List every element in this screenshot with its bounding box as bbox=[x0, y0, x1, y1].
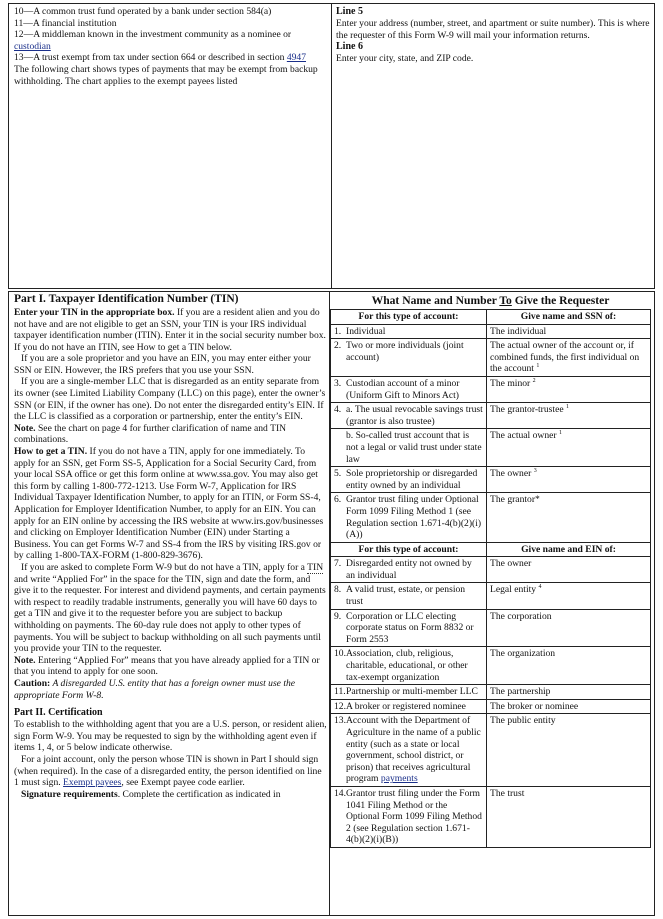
give-name-cell: The owner bbox=[487, 557, 651, 583]
ein-header-row bbox=[331, 542, 651, 557]
part1-note1: Note. See the chart on page 4 for further clarification of name and TIN combinations. bbox=[14, 422, 287, 446]
table-row bbox=[331, 429, 651, 467]
ein-rows bbox=[331, 557, 651, 848]
account-type-cell: 13. Account with the Department of Agriculture in the name of a public entity (such as a state or local government, school district, or prison) that receives agricultural program payments bbox=[331, 714, 487, 787]
ein-header-give: Give name and EIN of: bbox=[487, 542, 651, 557]
account-type-cell: 14. Grantor trust filing under the Form 1041 Filing Method or the Optional Form 1099 Filing Method 2 (see Regulation section 1.671-4(b)(2)(i)(B)) bbox=[331, 786, 487, 847]
ssn-header-row bbox=[331, 310, 651, 325]
give-name-cell: The minor $^2$ bbox=[487, 376, 651, 402]
custodian-link[interactable]: custodian bbox=[14, 40, 51, 52]
account-type-cell: 1. Individual bbox=[331, 324, 487, 339]
part1-p3: If you are a single-member LLC that is disregarded as an entity separate from its owner (see Limited Liability Company (LLC) on this page), enter the owner’s SSN (or EIN, if the owner has one). Do not enter the disregarded entity’s EIN. If the LLC is classified as a corporation or partnership, enter the entity’s EIN. bbox=[14, 376, 326, 423]
table-row bbox=[331, 699, 651, 714]
table-title: What Name and Number To Give the Requester bbox=[371, 294, 610, 307]
give-name-cell: The partnership bbox=[487, 685, 651, 700]
footnote-ref: 3 bbox=[533, 467, 537, 474]
account-type-cell: 3. Custodian account of a minor (Uniform Gift to Minors Act) bbox=[331, 376, 487, 402]
exempt-line-12: 12—A middleman known in the investment community as a nominee or custodian bbox=[14, 29, 292, 52]
top-column-divider bbox=[331, 3, 332, 289]
account-type-cell: 11. Partnership or multi-member LLC bbox=[331, 685, 487, 700]
account-type-cell: b. So-called trust account that is not a legal or valid trust under state law bbox=[331, 429, 487, 467]
part2-p3: Signature requirements. Complete the certification as indicated in bbox=[21, 788, 281, 800]
give-name-cell: The grantor-trustee $^1$ bbox=[487, 403, 651, 429]
give-name-cell: Legal entity $^4$ bbox=[487, 583, 651, 609]
footnote-ref: 4 bbox=[538, 584, 542, 591]
account-type-cell: 2. Two or more individuals (joint account) bbox=[331, 339, 487, 377]
account-type-cell: 12. A broker or registered nominee bbox=[331, 699, 487, 714]
footnote-ref: 2 bbox=[532, 377, 536, 384]
account-type-cell: 9. Corporation or LLC electing corporate status on Form 8832 or Form 2553 bbox=[331, 609, 487, 647]
give-name-cell: The corporation bbox=[487, 609, 651, 647]
part1-p1: Enter your TIN in the appropriate box. If you are a resident alien and you do not have and are not eligible to get an SSN, your TIN is your IRS individual taxpayer identification number (ITIN). Enter it in the social security number box. If you do not have an ITIN, see How to get a TIN below. bbox=[14, 306, 326, 353]
table-row bbox=[331, 324, 651, 339]
part1-p2: If you are a sole proprietor and you have an EIN, you may enter either your SSN or EIN. However, the IRS prefers that you use your SSN. bbox=[14, 353, 311, 376]
exempt-line-11: 11—A financial institution bbox=[14, 17, 117, 29]
ein-header-account: For this type of account: bbox=[331, 542, 487, 557]
tin-term: TIN bbox=[307, 561, 324, 573]
table-row bbox=[331, 609, 651, 647]
table-row bbox=[331, 786, 651, 847]
part1-column bbox=[14, 293, 327, 800]
table-row bbox=[331, 583, 651, 609]
give-name-cell: The organization bbox=[487, 647, 651, 685]
table-row bbox=[331, 467, 651, 493]
footnote-ref: 1 bbox=[536, 363, 540, 370]
account-type-cell: 8. A valid trust, estate, or pension trust bbox=[331, 583, 487, 609]
give-name-cell: The individual bbox=[487, 324, 651, 339]
table-row bbox=[331, 557, 651, 583]
requester-table bbox=[330, 309, 651, 848]
give-name-cell: The broker or nominee bbox=[487, 699, 651, 714]
table-row bbox=[331, 714, 651, 787]
give-name-cell: The grantor* bbox=[487, 493, 651, 542]
part2-p2: For a joint account, only the person whose TIN is shown in Part I should sign (when required). In the case of a disregarded entity, the person identified on line 1 must sign. Exempt payees, see Exempt payee code earlier. bbox=[14, 753, 322, 789]
ssn-header-account: For this type of account: bbox=[331, 310, 487, 325]
exempt-line-10: 10—A common trust fund operated by a bank under section 584(a) bbox=[14, 6, 272, 17]
give-name-cell: The owner $^3$ bbox=[487, 467, 651, 493]
part1-howto: How to get a TIN. If you do not have a TIN, apply for one immediately. To apply for an SSN, get Form SS-5, Application for a Social Security Card, from your local SSA office or get this form online at www.ssa.gov. You may also get this form by calling 1-800-772-1213. Use Form W-7, Application for IRS Individual Taxpayer Identification Number, to apply for an ITIN, or Form SS-4, Application for Employer Identification Number, to apply for an EIN. You can apply for an EIN online by accessing the IRS website at www.irs.gov/businesses and clicking on Employer Identification Number (EIN) under Starting a Business. You can get Forms W-7 and SS-4 from the IRS by visiting IRS.gov or by calling 1-800-TAX-FORM (1-800-829-3676). bbox=[14, 446, 324, 562]
payments-link[interactable]: payments bbox=[380, 773, 418, 785]
account-type-cell: 10. Association, club, religious, charitable, educational, or other tax-exempt organization bbox=[331, 647, 487, 685]
footnote-ref: 1 bbox=[566, 403, 569, 410]
line6-heading: Line 6 bbox=[336, 41, 363, 53]
account-type-cell: 4. a. The usual revocable savings trust (grantor is also trustee) bbox=[331, 403, 487, 429]
give-name-cell: The actual owner of the account or, if combined funds, the first individual on the account $^1$ bbox=[487, 339, 651, 377]
table-row bbox=[331, 339, 651, 377]
give-name-cell: The trust bbox=[487, 786, 651, 847]
line6-text: Enter your city, state, and ZIP code. bbox=[336, 53, 474, 65]
give-name-cell: The actual owner $^1$ bbox=[487, 429, 651, 467]
part1-heading: Part I. Taxpayer Identification Number (TIN) bbox=[14, 293, 239, 305]
give-name-cell: The public entity bbox=[487, 714, 651, 787]
table-row bbox=[331, 376, 651, 402]
top-left-column bbox=[14, 6, 328, 87]
part1-note2: Note. Entering “Applied For” means that you have already applied for a TIN or that you intend to apply for one soon. bbox=[14, 654, 320, 678]
line5-text: Enter your address (number, street, and apartment or suite number). This is where the requester of this Form W-9 will mail your information returns. bbox=[336, 18, 650, 41]
part1-caution: Caution: A disregarded U.S. entity that has a foreign owner must use the appropriate Form W-8. bbox=[14, 677, 296, 701]
part2-p1: To establish to the withholding agent that you are a U.S. person, or resident alien, sign Form W-9. You may be requested to sign by the withholding agent even if items 1, 4, or 5 below indicate otherwise. bbox=[14, 719, 327, 754]
table-row bbox=[331, 685, 651, 700]
part2-heading: Part II. Certification bbox=[14, 707, 103, 719]
section-4947-link[interactable]: 4947 bbox=[286, 52, 307, 64]
ssn-header-give: Give name and SSN of: bbox=[487, 310, 651, 325]
footnote-ref: 1 bbox=[559, 430, 562, 437]
account-type-cell: 6. Grantor trust filing under Optional Form 1099 Filing Method 1 (see Regulation section 1.671-4(b)(2)(i)(A)) bbox=[331, 493, 487, 542]
top-right-column bbox=[336, 6, 652, 65]
table-row bbox=[331, 493, 651, 542]
account-type-cell: 7. Disregarded entity not owned by an individual bbox=[331, 557, 487, 583]
exempt-payees-link[interactable]: Exempt payees bbox=[63, 777, 122, 789]
line5-heading: Line 5 bbox=[336, 6, 363, 17]
table-row bbox=[331, 403, 651, 429]
chart-intro: The following chart shows types of payments that may be exempt from backup withholding. The chart applies to the exempt payees listed bbox=[14, 63, 318, 87]
part1-p4: If you are asked to complete Form W-9 but do not have a TIN, apply for a TIN and write “Applied For” in the space for the TIN, sign and date the form, and give it to the requester. For interest and dividend payments, and certain payments with respect to readily tradable instruments, generally you will have 60 days to get a TIN and give it to the requester before you are subject to backup withholding on payments. The 60-day rule does not apply to other types of payments. You will be subject to backup withholding on all such payments until you provide your TIN to the requester. bbox=[14, 561, 326, 655]
name-number-table bbox=[330, 294, 651, 848]
account-type-cell: 5. Sole proprietorship or disregarded entity owned by an individual bbox=[331, 467, 487, 493]
table-row bbox=[331, 647, 651, 685]
ssn-rows bbox=[331, 324, 651, 542]
exempt-line-13: 13—A trust exempt from tax under section 664 or described in section 4947 bbox=[14, 52, 307, 64]
